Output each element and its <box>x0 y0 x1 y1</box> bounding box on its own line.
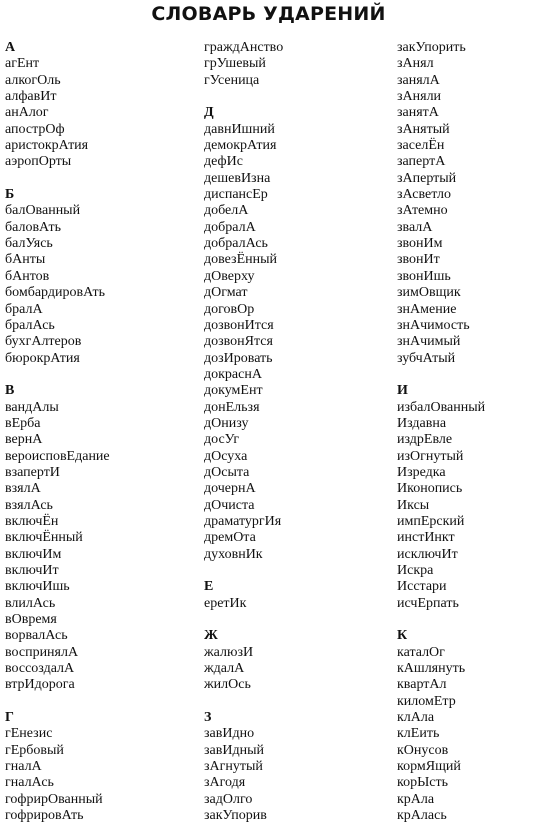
word-entry: включИшь <box>5 579 70 595</box>
letter-section <box>204 694 384 825</box>
word-entry: клАла <box>397 710 435 726</box>
word-entry: втрИдорога <box>5 677 75 693</box>
word-entry: ждалА <box>204 661 245 677</box>
letter-heading: В <box>5 383 15 399</box>
word-entry: зимОвщик <box>397 285 461 301</box>
word-entry: взялА <box>5 481 41 497</box>
word-entry: духовнИк <box>204 546 263 562</box>
word-entry: кОнусов <box>397 742 449 758</box>
word-entry: балУясь <box>5 236 53 252</box>
word-entry: закУпорив <box>204 808 267 824</box>
word-entry: бралАсь <box>5 317 55 333</box>
word-entry: включЁнный <box>5 530 83 546</box>
word-entry: досУг <box>204 432 240 448</box>
word-entry: воссоздалА <box>5 661 75 677</box>
word-entry: дозвонИтся <box>204 317 274 333</box>
word-entry: дОсыта <box>204 464 250 480</box>
letter-section <box>5 171 185 367</box>
word-entry: драматургИя <box>204 513 282 529</box>
letter-section <box>204 563 384 612</box>
word-entry: гофрировАть <box>5 808 84 824</box>
word-entry: дОгмат <box>204 285 248 301</box>
column-3 <box>397 40 537 825</box>
word-entry: бАнтов <box>5 268 50 284</box>
word-entry: квартАл <box>397 677 447 693</box>
word-entry: Иксы <box>397 497 430 513</box>
word-entry: корЫсть <box>397 775 449 791</box>
section-gap <box>204 563 384 579</box>
word-entry: донЕльзя <box>204 399 260 415</box>
section-gap <box>204 694 384 710</box>
word-entry: дОнизу <box>204 415 249 431</box>
word-entry: бюрокрАтия <box>5 350 80 366</box>
word-entry: довезЁнный <box>204 252 278 268</box>
word-entry: дОсуха <box>204 448 248 464</box>
word-entry: Исстари <box>397 579 447 595</box>
word-entry: дочернА <box>204 481 256 497</box>
section-gap <box>204 89 384 105</box>
word-entry: аэропОрты <box>5 154 72 170</box>
word-entry: взялАсь <box>5 497 53 513</box>
word-entry: диспансЕр <box>204 187 268 203</box>
word-entry: гЕнезис <box>5 726 53 742</box>
word-entry: алкогОль <box>5 72 61 88</box>
word-entry: занялА <box>397 72 440 88</box>
word-entry: зАняли <box>397 89 442 105</box>
word-entry: кАшлянуть <box>397 661 466 677</box>
letter-heading: Д <box>204 105 214 121</box>
word-entry: жалюзИ <box>204 644 254 660</box>
page-title: СЛОВАРЬ УДАРЕНИЙ <box>151 3 386 25</box>
word-entry: изОгнутый <box>397 448 464 464</box>
word-entry: звонИт <box>397 252 440 268</box>
letter-section <box>5 367 185 694</box>
word-entry: знАчимый <box>397 334 461 350</box>
word-entry: вандАлы <box>5 399 59 415</box>
word-entry: ворвалАсь <box>5 628 68 644</box>
letter-heading: Ж <box>204 628 218 644</box>
word-entry: зАтемно <box>397 203 448 219</box>
word-entry: бАнты <box>5 252 46 268</box>
word-entry: воспринялА <box>5 644 79 660</box>
word-entry: дОчиста <box>204 497 255 513</box>
column-1 <box>5 40 185 825</box>
word-entry: добралАсь <box>204 236 268 252</box>
word-entry: вОвремя <box>5 612 57 628</box>
word-entry: звонИшь <box>397 268 451 284</box>
word-entry: демокрАтия <box>204 138 277 154</box>
word-entry: зубчАтый <box>397 350 456 366</box>
word-entry: договОр <box>204 301 255 317</box>
letter-section <box>204 612 384 694</box>
word-entry: знАмение <box>397 301 457 317</box>
word-entry: Издавна <box>397 415 447 431</box>
section-gap <box>397 612 537 628</box>
word-entry: включИм <box>5 546 62 562</box>
word-entry: добелА <box>204 203 249 219</box>
word-entry: крАла <box>397 791 435 807</box>
word-entry: звалА <box>397 219 433 235</box>
word-entry: жилОсь <box>204 677 251 693</box>
word-entry: зАнял <box>397 56 434 72</box>
word-entry: гналАсь <box>5 775 54 791</box>
word-entry: аристокрАтия <box>5 138 89 154</box>
word-entry: импЕрский <box>397 513 465 529</box>
word-entry: Иконопись <box>397 481 463 497</box>
letter-heading: К <box>397 628 408 644</box>
word-entry: вЕрба <box>5 415 41 431</box>
word-entry: дефИс <box>204 154 243 170</box>
word-entry: гофрирОванный <box>5 791 103 807</box>
word-entry: каталОг <box>397 644 445 660</box>
word-entry: балОванный <box>5 203 81 219</box>
word-entry: зАнятый <box>397 121 450 137</box>
section-gap <box>5 367 185 383</box>
word-entry: вероисповЕдание <box>5 448 110 464</box>
word-entry: бомбардировАть <box>5 285 106 301</box>
word-entry: занятА <box>397 105 439 121</box>
word-entry: зАгодя <box>204 775 246 791</box>
column-2 <box>204 40 384 825</box>
letter-heading: З <box>204 710 212 726</box>
word-entry: дозвонЯтся <box>204 334 273 350</box>
word-entry: дешевИзна <box>204 170 271 186</box>
word-entry: гналА <box>5 759 42 775</box>
section-gap <box>397 367 537 383</box>
word-entry: задОлго <box>204 791 253 807</box>
word-entry: дОверху <box>204 268 255 284</box>
word-entry: завИдный <box>204 742 264 758</box>
word-entry: бралА <box>5 301 43 317</box>
word-entry: исчЕрпать <box>397 595 459 611</box>
word-entry: избалОванный <box>397 399 486 415</box>
section-gap <box>204 612 384 628</box>
word-entry: клЕить <box>397 726 440 742</box>
word-entry: апострОф <box>5 121 65 137</box>
word-entry: вернА <box>5 432 43 448</box>
word-entry: крАлась <box>397 808 447 824</box>
letter-heading: Б <box>5 187 15 203</box>
word-entry: еретИк <box>204 595 247 611</box>
word-entry: Искра <box>397 563 434 578</box>
word-entry: заселЁн <box>397 138 445 154</box>
section-gap <box>5 694 185 710</box>
letter-section <box>397 612 537 824</box>
word-entry: анАлог <box>5 105 49 121</box>
word-entry: дозИровать <box>204 350 273 366</box>
word-entry: граждАнство <box>204 40 284 55</box>
letter-heading: Г <box>5 710 14 726</box>
letter-section <box>204 40 384 89</box>
word-entry: давнИшний <box>204 121 275 137</box>
word-entry: дремОта <box>204 530 256 546</box>
word-entry: закУпорить <box>397 40 466 55</box>
word-entry: звонИм <box>397 236 443 252</box>
word-entry: исключИт <box>397 546 458 562</box>
letter-section <box>5 40 185 171</box>
word-entry: баловАть <box>5 219 61 235</box>
word-entry: знАчимость <box>397 317 470 333</box>
word-entry: алфавИт <box>5 89 57 105</box>
letter-section <box>397 367 537 612</box>
word-entry: гЕрбовый <box>5 742 64 758</box>
word-entry: издрЕвле <box>397 432 453 448</box>
word-entry: инстИнкт <box>397 530 455 546</box>
word-entry: включЁн <box>5 513 59 529</box>
section-gap <box>5 171 185 187</box>
letter-section <box>5 694 185 825</box>
word-entry: добралА <box>204 219 256 235</box>
word-entry: завИдно <box>204 726 255 742</box>
word-entry: влилАсь <box>5 595 56 611</box>
word-entry: Изредка <box>397 464 446 480</box>
word-entry: зАсветло <box>397 187 452 203</box>
word-entry: включИт <box>5 563 59 578</box>
letter-heading: Е <box>204 579 214 595</box>
word-entry: агЕнт <box>5 56 40 72</box>
word-entry: запертА <box>397 154 446 170</box>
word-entry: докраснА <box>204 366 262 382</box>
word-entry: зАгнутый <box>204 759 263 775</box>
word-entry: грУшевый <box>204 56 266 72</box>
letter-section <box>397 40 537 367</box>
letter-heading: А <box>5 40 16 55</box>
word-entry: кормЯщий <box>397 759 461 775</box>
word-entry: взапертИ <box>5 464 60 480</box>
letter-heading: И <box>397 383 408 399</box>
letter-section <box>204 89 384 563</box>
word-entry: зАпертый <box>397 170 457 186</box>
word-entry: киломЕтр <box>397 693 456 709</box>
word-entry: гУсеница <box>204 72 260 88</box>
word-entry: бухгАлтеров <box>5 334 82 350</box>
word-entry: докумЕнт <box>204 383 263 399</box>
